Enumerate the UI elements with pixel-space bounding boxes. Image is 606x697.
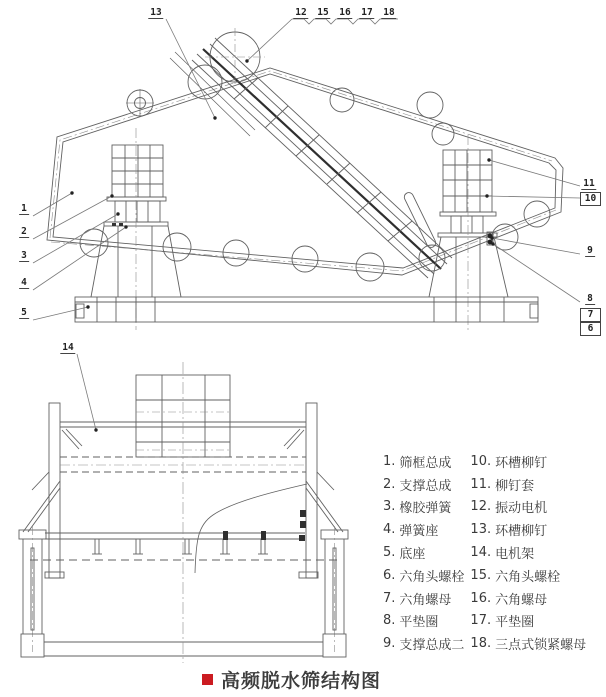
callout-4: 4	[21, 277, 27, 288]
legend-item-number: 8.	[383, 613, 396, 629]
legend-item	[470, 610, 586, 633]
legend-item-label: 支撑总成二	[399, 638, 465, 654]
legend-item-number: 4.	[383, 522, 396, 538]
legend-item-number: 16.	[470, 590, 492, 606]
legend-item	[470, 541, 586, 564]
legend-item-label: 六角螺母	[399, 592, 452, 608]
callout-2: 2	[21, 226, 27, 237]
callout-10: 10	[580, 192, 601, 206]
legend-item	[470, 632, 586, 655]
legend-item-number: 10.	[470, 453, 492, 469]
legend-item-number: 9.	[383, 636, 396, 652]
callout-7: 7	[580, 308, 601, 322]
spring-leg-left	[19, 526, 46, 657]
legend-item	[470, 450, 586, 473]
legend-item	[470, 473, 586, 496]
legend-item-label: 振动电机	[495, 501, 548, 517]
legend-item	[383, 587, 464, 610]
callout-6: 6	[580, 322, 601, 336]
legend-item-number: 14.	[470, 545, 492, 561]
callout-13: 13	[150, 7, 162, 18]
exciter-beam	[170, 38, 452, 278]
front-view	[19, 362, 348, 663]
spring-leg-right	[321, 526, 348, 657]
screen-frame-assembly	[47, 68, 563, 275]
legend-item	[383, 564, 464, 587]
legend-item-number: 13.	[470, 522, 492, 538]
base-rail	[44, 642, 323, 656]
legend-item	[383, 473, 464, 496]
legend-item-label: 橡胶弹簧	[399, 501, 452, 517]
legend-item-label: 弹簧座	[399, 524, 439, 540]
legend-item-number: 1.	[383, 453, 396, 469]
legend-item-label: 平垫圈	[495, 615, 535, 631]
leader-dots	[70, 59, 494, 431]
legend-item-label: 底座	[399, 547, 426, 563]
callout-17: 17	[361, 7, 373, 18]
tie-rod	[403, 191, 437, 249]
legend-item-label: 环槽柳钉	[495, 455, 548, 471]
legend-item-number: 11.	[470, 476, 492, 492]
legend-item-number: 2.	[383, 476, 396, 492]
callout-5: 5	[21, 307, 27, 318]
vibration-motor-and-rivets	[80, 28, 550, 281]
legend-item-label: 六角头螺栓	[399, 569, 465, 585]
legend-item-label: 电机架	[495, 547, 535, 563]
legend-column-2	[470, 450, 586, 655]
legend-item	[383, 450, 464, 473]
legend-item-number: 12.	[470, 499, 492, 515]
base	[75, 297, 538, 322]
legend-item	[383, 496, 464, 519]
callout-3: 3	[21, 250, 27, 261]
callout-1: 1	[21, 203, 27, 214]
callout-12: 12	[295, 7, 307, 18]
legend-item-label: 六角头螺栓	[495, 569, 561, 585]
legend-item	[470, 518, 586, 541]
callout-15: 15	[317, 7, 329, 18]
red-square-bullet	[202, 674, 213, 685]
legend-item	[383, 610, 464, 633]
legend-item	[383, 518, 464, 541]
legend-item-number: 17.	[470, 613, 492, 629]
legend-item-number: 6.	[383, 567, 396, 583]
legend-item	[470, 496, 586, 519]
legend-item-label: 三点式锁紧螺母	[495, 638, 587, 654]
legend-item-label: 环槽柳钉	[495, 524, 548, 540]
legend-item	[470, 587, 586, 610]
legend-item-label: 筛框总成	[399, 455, 452, 471]
legend-item	[383, 541, 464, 564]
callout-16: 16	[339, 7, 351, 18]
callout-9: 9	[587, 245, 593, 256]
parts-legend	[383, 450, 586, 655]
legend-item	[383, 632, 464, 655]
figure-caption	[202, 666, 381, 693]
legend-item-number: 7.	[383, 590, 396, 606]
deck-brackets	[92, 510, 306, 554]
legend-item-number: 3.	[383, 499, 396, 515]
legend-item-number: 18.	[470, 636, 492, 652]
side-view	[47, 28, 563, 330]
legend-item-label: 支撑总成	[399, 478, 452, 494]
legend-column-1	[383, 450, 464, 655]
legend-item-number: 5.	[383, 545, 396, 561]
callout-14: 14	[62, 342, 74, 353]
callout-8: 8	[587, 293, 593, 304]
caption-text: 高频脱水筛结构图	[221, 670, 382, 692]
legend-item-label: 六角螺母	[495, 592, 548, 608]
legend-item	[470, 564, 586, 587]
legend-item-label: 平垫圈	[399, 615, 439, 631]
support-assembly-right	[429, 135, 508, 330]
callout-11: 11	[583, 178, 595, 189]
callout-18: 18	[383, 7, 395, 18]
legend-item-number: 15.	[470, 567, 492, 583]
legend-item-label: 柳钉套	[495, 478, 535, 494]
